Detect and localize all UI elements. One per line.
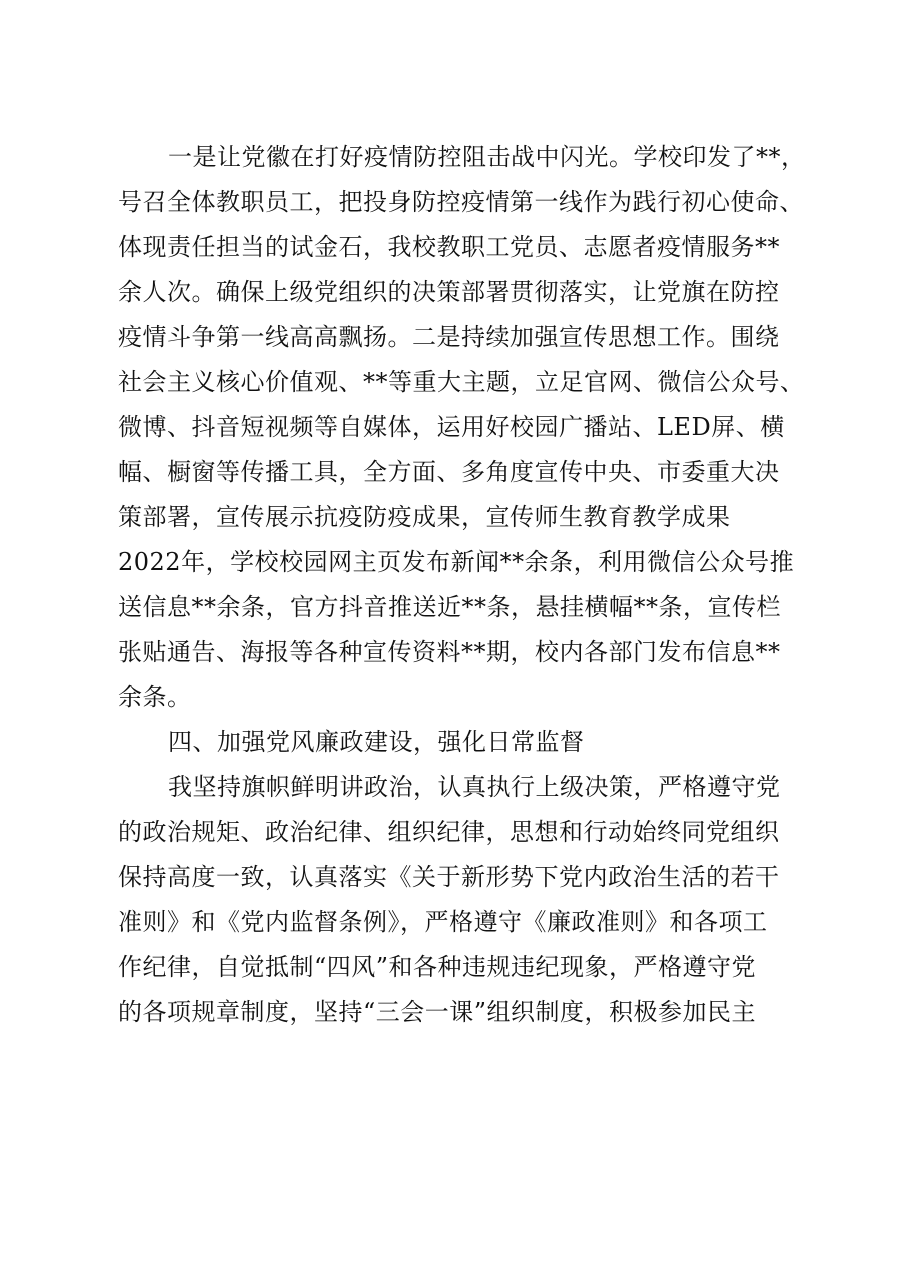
section-heading: 四、加强党风廉政建设，强化日常监督 bbox=[168, 728, 585, 756]
paragraph-1-line-2: 号召全体教职员工，把投身防控疫情第一线作为践行初心使命、 bbox=[118, 188, 804, 216]
paragraph-1-line-10: 2022年，学校校园网主页发布新闻**余条，利用微信公众号推 bbox=[118, 548, 795, 576]
paragraph-1-line-1: 一是让党徽在打好疫情防控阻击战中闪光。学校印发了**， bbox=[168, 143, 806, 171]
paragraph-2-line-3: 保持高度一致，认真落实《关于新形势下党内政治生活的若干 bbox=[118, 863, 780, 891]
paragraph-1-line-5: 疫情斗争第一线高高飘扬。二是持续加强宣传思想工作。围绕 bbox=[118, 323, 780, 351]
paragraph-1-line-6: 社会主义核心价值观、**等重大主题，立足官网、微信公众号、 bbox=[118, 368, 805, 396]
paragraph-2-line-1: 我坚持旗帜鲜明讲政治，认真执行上级决策，严格遵守党 bbox=[168, 773, 781, 801]
paragraph-2-line-5: 作纪律，自觉抵制“四风”和各种违规违纪现象，严格遵守党 bbox=[118, 953, 757, 981]
paragraph-2-line-4: 准则》和《党内监督条例》，严格遵守《廉政准则》和各项工 bbox=[118, 908, 768, 936]
paragraph-2-line-6: 的各项规章制度，坚持“三会一课”组织制度，积极参加民主 bbox=[118, 998, 757, 1026]
paragraph-1-line-7: 微博、抖音短视频等自媒体，运用好校园广播站、LED屏、横 bbox=[118, 413, 785, 441]
paragraph-1-line-4: 余人次。确保上级党组织的决策部署贯彻落实，让党旗在防控 bbox=[118, 278, 780, 306]
paragraph-1-line-13: 余条。 bbox=[118, 683, 192, 711]
paragraph-1-line-3: 体现责任担当的试金石，我校教职工党员、志愿者疫情服务** bbox=[118, 233, 780, 261]
paragraph-1-line-9: 策部署，宣传展示抗疫防疫成果，宣传师生教育教学成果 bbox=[118, 503, 731, 531]
paragraph-1-line-8: 幅、橱窗等传播工具，全方面、多角度宣传中央、市委重大决 bbox=[118, 458, 780, 486]
paragraph-1-line-12: 张贴通告、海报等各种宣传资料**期，校内各部门发布信息** bbox=[118, 638, 781, 666]
paragraph-2-line-2: 的政治规矩、政治纪律、组织纪律，思想和行动始终同党组织 bbox=[118, 818, 780, 846]
paragraph-1-line-11: 送信息**余条，官方抖音推送近**条，悬挂横幅**条，宣传栏 bbox=[118, 593, 781, 621]
